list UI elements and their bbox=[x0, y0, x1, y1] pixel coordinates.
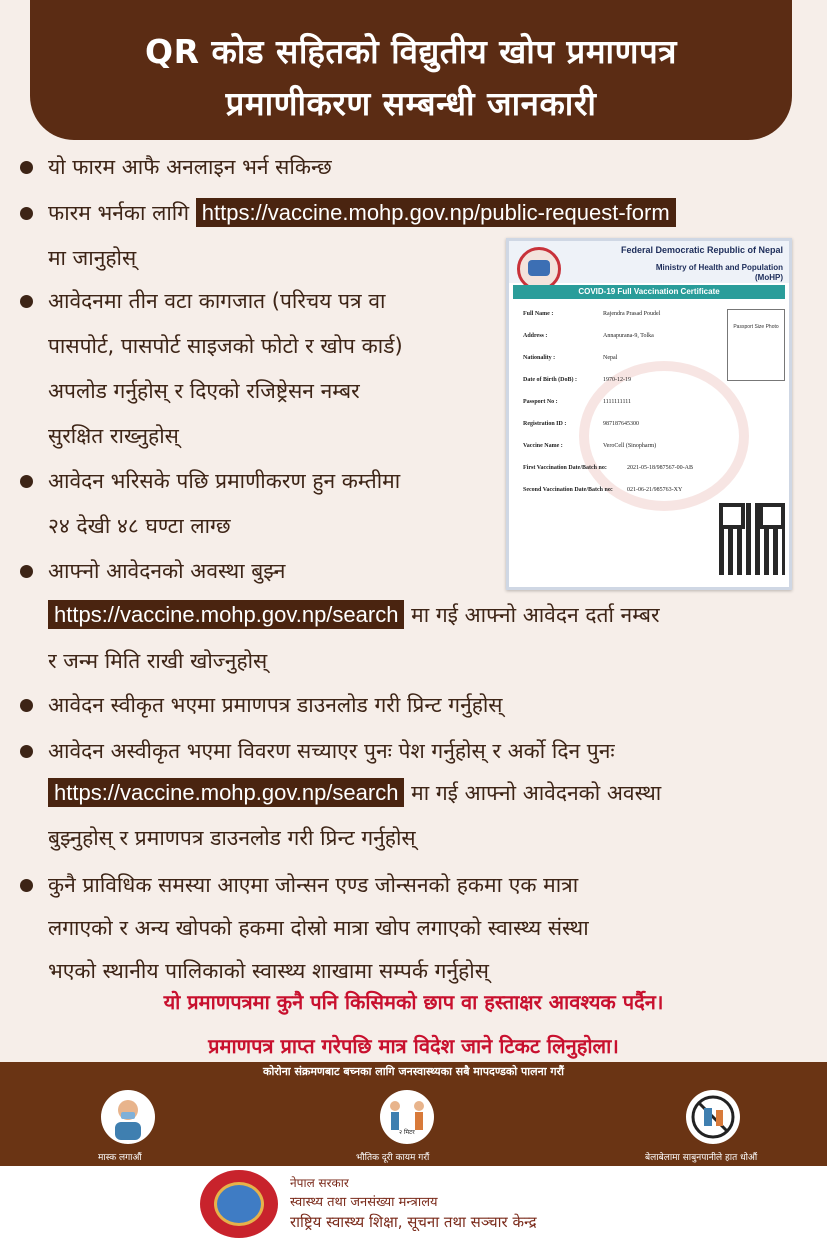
bullet-dot-icon bbox=[20, 161, 33, 174]
sample-certificate-image bbox=[506, 238, 792, 590]
bullet-5-line1: आफ्नो आवेदनको अवस्था बुझ्न bbox=[48, 559, 286, 583]
bullet-7-text: मा गई आफ्नो आवेदनको अवस्था bbox=[411, 781, 662, 805]
passport-photo-box: Passport Size Photo bbox=[727, 309, 785, 381]
bullet-5-text: मा गई आफ्नो आवेदन दर्ता नम्बर bbox=[411, 603, 660, 627]
bullet-dot-icon bbox=[20, 207, 33, 220]
bullet-3-line4: सुरक्षित राख्नुहोस् bbox=[48, 424, 179, 448]
distance-text: २ मिटर bbox=[399, 1129, 415, 1136]
bullet-6: आवेदन स्वीकृत भएमा प्रमाणपत्र डाउनलोड गरी प्रिन्ट गर्नुहोस् bbox=[48, 693, 503, 717]
mask-label: मास्क लगाऔं bbox=[98, 1153, 142, 1163]
certificate-field: Second Vaccination Date/Batch no: 021-06-21/985763-XY bbox=[523, 487, 683, 493]
bullet-5-line2 bbox=[48, 600, 660, 630]
bullet-3-line1: आवेदनमा तीन वटा कागजात (परिचय पत्र वा bbox=[48, 289, 386, 313]
emblem-mountain-icon bbox=[214, 1182, 264, 1226]
hand-wash-icon bbox=[686, 1090, 740, 1144]
bullet-8-line1: कुनै प्राविधिक समस्या आएमा जोन्सन एण्ड जोन्सनको हकमा एक मात्रा bbox=[48, 873, 579, 897]
bullet-3-line2: पासपोर्ट, पासपोर्ट साइजको फोटो र खोप कार्ड) bbox=[48, 334, 403, 358]
bullet-4-line1: आवेदन भरिसके पछि प्रमाणीकरण हुन कम्तीमा bbox=[48, 469, 401, 493]
certificate-field: Full Name : Rajendra Prasad Poudel bbox=[523, 311, 661, 317]
government-emblem-icon bbox=[200, 1170, 278, 1238]
hand-wash-label: बेलाबेलामा साबुनपानीले हात धोऔं bbox=[645, 1153, 758, 1163]
bullet-dot-icon bbox=[20, 295, 33, 308]
bullet-2-cont: मा जानुहोस् bbox=[48, 246, 137, 270]
bullet-7-line3: बुझ्नुहोस् र प्रमाणपत्र डाउनलोड गरी प्रिन्ट गर्नुहोस् bbox=[48, 826, 416, 850]
org-center: राष्ट्रिय स्वास्थ्य शिक्षा, सूचना तथा सञ्चार केन्द्र bbox=[290, 1213, 537, 1231]
certificate-org-3: (MoHP) bbox=[755, 273, 783, 282]
org-government: नेपाल सरकार bbox=[290, 1176, 349, 1190]
bullet-8-line3: भएको स्थानीय पालिकाको स्वास्थ्य शाखामा सम्पर्क गर्नुहोस् bbox=[48, 959, 489, 983]
distance-label: भौतिक दूरी कायम गरौं bbox=[356, 1153, 430, 1163]
search-link[interactable]: https://vaccine.mohp.gov.np/search bbox=[48, 600, 404, 629]
certificate-title: COVID-19 Full Vaccination Certificate bbox=[513, 285, 785, 299]
bullet-4-line2: २४ देखी ४८ घण्टा लाग्छ bbox=[48, 514, 231, 538]
organization-block bbox=[0, 1166, 827, 1242]
bullet-7-line2 bbox=[48, 778, 661, 808]
request-form-link[interactable]: https://vaccine.mohp.gov.np/public-request-form bbox=[196, 198, 676, 227]
bullet-2-text: फारम भर्नका लागि bbox=[48, 201, 190, 225]
no-stamp-notice: यो प्रमाणपत्रमा कुनै पनि किसिमको छाप वा हस्ताक्षर आवश्यक पर्दैन। bbox=[163, 990, 664, 1014]
ticket-notice: प्रमाणपत्र प्राप्त गरेपछि मात्र विदेश जाने टिकट लिनुहोला। bbox=[208, 1034, 619, 1058]
certificate-org-2: Ministry of Health and Population bbox=[655, 263, 783, 272]
certificate-field: Date of Birth (DoB) : 1970-12-19 bbox=[523, 377, 631, 383]
header-title-line2: प्रमाणीकरण सम्बन्धी जानकारी bbox=[225, 84, 597, 123]
certificate-field: Address : Annapurana-9, Tolka bbox=[523, 333, 654, 339]
safety-title: कोरोना संक्रमणबाट बच्नका लागि जनस्वास्थ्यका सबै मापदण्डको पालना गरौं bbox=[263, 1065, 564, 1078]
certificate-field: First Vaccination Date/Batch no: 2021-05-18/987567-00-AB bbox=[523, 465, 693, 471]
certificate-field: Vaccine Name : VeroCell (Sinopharm) bbox=[523, 443, 657, 449]
certificate-field: Nationality : Nepal bbox=[523, 355, 618, 361]
bullet-dot-icon bbox=[20, 699, 33, 712]
bullet-7-line1: आवेदन अस्वीकृत भएमा विवरण सच्याएर पुनः पेश गर्नुहोस् र अर्को दिन पुनः bbox=[48, 739, 615, 763]
bullet-2 bbox=[48, 198, 676, 228]
certificate-field: Passport No : 1111111111 bbox=[523, 399, 631, 405]
bullet-1: यो फारम आफै अनलाइन भर्न सकिन्छ bbox=[48, 155, 332, 179]
bullet-3-line3: अपलोड गर्नुहोस् र दिएको रजिष्ट्रेसन नम्बर bbox=[48, 379, 360, 403]
certificate-field: Registration ID : 987187645300 bbox=[523, 421, 639, 427]
bullet-8-line2: लगाएको र अन्य खोपको हकमा दोस्रो मात्रा खोप लगाएको स्वास्थ्य संस्था bbox=[48, 916, 589, 940]
header-title-line1: QR कोड सहितको विद्युतीय खोप प्रमाणपत्र bbox=[145, 32, 677, 71]
bullet-dot-icon bbox=[20, 745, 33, 758]
bullet-5-line3: र जन्म मिति राखी खोज्नुहोस् bbox=[48, 649, 268, 673]
distance-people-icon bbox=[380, 1090, 434, 1144]
mask-person-icon bbox=[101, 1090, 155, 1144]
bullet-dot-icon bbox=[20, 565, 33, 578]
search-link-2[interactable]: https://vaccine.mohp.gov.np/search bbox=[48, 778, 404, 807]
bullet-dot-icon bbox=[20, 879, 33, 892]
org-ministry: स्वास्थ्य तथा जनसंख्या मन्त्रालय bbox=[290, 1195, 438, 1210]
bullet-dot-icon bbox=[20, 475, 33, 488]
qr-code-icon bbox=[719, 503, 785, 575]
certificate-org-1: Federal Democratic Republic of Nepal bbox=[620, 245, 783, 255]
safety-measures-band bbox=[0, 1062, 827, 1166]
